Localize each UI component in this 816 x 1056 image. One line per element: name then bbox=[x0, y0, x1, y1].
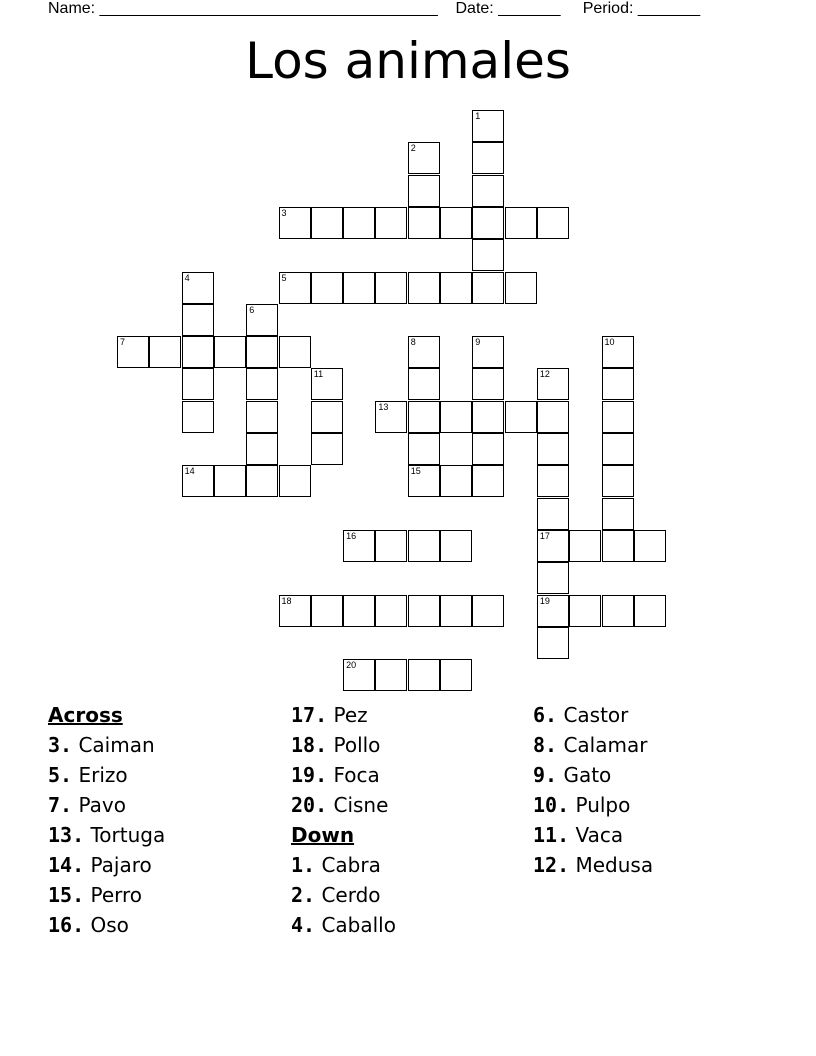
clue-column-2 bbox=[291, 700, 396, 940]
grid-cell[interactable] bbox=[214, 465, 246, 497]
grid-cell[interactable] bbox=[440, 659, 472, 691]
grid-cell[interactable] bbox=[537, 627, 569, 659]
grid-cell[interactable] bbox=[408, 433, 440, 465]
grid-cell[interactable] bbox=[182, 272, 214, 304]
grid-cell[interactable] bbox=[537, 498, 569, 530]
grid-cell[interactable] bbox=[472, 401, 504, 433]
date-field[interactable]: Date: _______ bbox=[455, 0, 561, 17]
grid-cell[interactable] bbox=[182, 401, 214, 433]
grid-cell[interactable] bbox=[537, 562, 569, 594]
grid-cell[interactable] bbox=[537, 433, 569, 465]
grid-cell[interactable] bbox=[182, 368, 214, 400]
grid-cell[interactable] bbox=[311, 207, 343, 239]
clue-down-8: 8. Calamar bbox=[533, 733, 648, 757]
grid-cell[interactable] bbox=[408, 401, 440, 433]
cell-number: 13 bbox=[378, 401, 389, 412]
grid-cell[interactable] bbox=[149, 336, 181, 368]
clue-down-2: 2. Cerdo bbox=[291, 883, 381, 907]
cell-number: 15 bbox=[410, 466, 421, 477]
grid-cell[interactable] bbox=[117, 336, 149, 368]
grid-cell[interactable] bbox=[246, 465, 278, 497]
grid-cell[interactable] bbox=[246, 433, 278, 465]
grid-cell[interactable] bbox=[311, 368, 343, 400]
cell-number: 19 bbox=[539, 595, 550, 606]
clue-down-12: 12. Medusa bbox=[533, 853, 654, 877]
grid-cell[interactable] bbox=[279, 595, 311, 627]
grid-cell[interactable] bbox=[634, 530, 666, 562]
clue-down-9: 9. Gato bbox=[533, 763, 612, 787]
grid-cell[interactable] bbox=[472, 239, 504, 271]
clue-across-3: 3. Caiman bbox=[48, 733, 155, 757]
cell-number: 10 bbox=[604, 337, 615, 348]
grid-cell[interactable] bbox=[311, 401, 343, 433]
cell-number: 14 bbox=[184, 466, 195, 477]
grid-cell[interactable] bbox=[408, 465, 440, 497]
grid-cell[interactable] bbox=[440, 595, 472, 627]
grid-cell[interactable] bbox=[408, 272, 440, 304]
down-heading: Down bbox=[291, 823, 355, 847]
grid-cell[interactable] bbox=[472, 142, 504, 174]
cell-number: 1 bbox=[475, 111, 481, 121]
grid-cell[interactable] bbox=[375, 401, 407, 433]
clue-across-18: 18. Pollo bbox=[291, 733, 381, 757]
grid-cell[interactable] bbox=[440, 465, 472, 497]
grid-cell[interactable] bbox=[343, 207, 375, 239]
page-title: Los animales bbox=[245, 32, 571, 90]
grid-cell[interactable] bbox=[214, 336, 246, 368]
cell-number: 8 bbox=[410, 337, 416, 348]
clue-across-5: 5. Erizo bbox=[48, 763, 128, 787]
grid-cell[interactable] bbox=[472, 110, 504, 142]
cell-number: 9 bbox=[475, 337, 481, 348]
grid-cell[interactable] bbox=[537, 401, 569, 433]
grid-cell[interactable] bbox=[440, 207, 472, 239]
clue-down-6: 6. Castor bbox=[533, 703, 629, 727]
grid-cell[interactable] bbox=[537, 465, 569, 497]
grid-cell[interactable] bbox=[602, 595, 634, 627]
clue-column-3 bbox=[533, 700, 653, 880]
clue-across-7: 7. Pavo bbox=[48, 793, 126, 817]
cell-number: 2 bbox=[410, 143, 416, 154]
grid-cell[interactable] bbox=[602, 401, 634, 433]
across-heading: Across bbox=[48, 703, 123, 727]
grid-cell[interactable] bbox=[375, 595, 407, 627]
grid-cell[interactable] bbox=[472, 433, 504, 465]
grid-cell[interactable] bbox=[602, 498, 634, 530]
cell-number: 20 bbox=[346, 660, 357, 671]
grid-cell[interactable] bbox=[182, 336, 214, 368]
cell-number: 17 bbox=[539, 530, 550, 541]
grid-cell[interactable] bbox=[408, 336, 440, 368]
grid-cell[interactable] bbox=[537, 530, 569, 562]
grid-cell[interactable] bbox=[408, 659, 440, 691]
clue-down-10: 10. Pulpo bbox=[533, 793, 631, 817]
clue-across-16: 16. Oso bbox=[48, 913, 129, 937]
grid-cell[interactable] bbox=[375, 207, 407, 239]
clue-across-17: 17. Pez bbox=[291, 703, 368, 727]
grid-cell[interactable] bbox=[343, 272, 375, 304]
cell-number: 6 bbox=[249, 304, 255, 315]
clue-across-13: 13. Tortuga bbox=[48, 823, 166, 847]
grid-cell[interactable] bbox=[182, 304, 214, 336]
grid-cell[interactable] bbox=[408, 142, 440, 174]
grid-cell[interactable] bbox=[408, 207, 440, 239]
grid-cell[interactable] bbox=[472, 336, 504, 368]
grid-cell[interactable] bbox=[440, 401, 472, 433]
grid-cell[interactable] bbox=[375, 659, 407, 691]
grid-cell[interactable] bbox=[375, 272, 407, 304]
grid-cell[interactable] bbox=[408, 368, 440, 400]
cell-number: 4 bbox=[184, 272, 190, 283]
grid-cell[interactable] bbox=[472, 595, 504, 627]
grid-cell[interactable] bbox=[408, 175, 440, 207]
cell-number: 11 bbox=[313, 369, 324, 380]
grid-cell[interactable] bbox=[634, 595, 666, 627]
grid-cell[interactable] bbox=[537, 368, 569, 400]
grid-cell[interactable] bbox=[375, 530, 407, 562]
grid-cell[interactable] bbox=[472, 368, 504, 400]
grid-cell[interactable] bbox=[311, 272, 343, 304]
grid-cell[interactable] bbox=[505, 272, 537, 304]
grid-cell[interactable] bbox=[279, 465, 311, 497]
grid-cell[interactable] bbox=[311, 595, 343, 627]
cell-number: 16 bbox=[346, 530, 357, 541]
clue-down-4: 4. Caballo bbox=[291, 913, 396, 937]
grid-cell[interactable] bbox=[343, 595, 375, 627]
clue-across-15: 15. Perro bbox=[48, 883, 143, 907]
cell-number: 3 bbox=[281, 207, 287, 218]
grid-cell[interactable] bbox=[537, 207, 569, 239]
grid-cell[interactable] bbox=[505, 401, 537, 433]
grid-cell[interactable] bbox=[602, 433, 634, 465]
period-field[interactable]: Period: _______ bbox=[582, 0, 701, 17]
grid-cell[interactable] bbox=[408, 530, 440, 562]
grid-cell[interactable] bbox=[246, 368, 278, 400]
cell-number: 5 bbox=[281, 272, 287, 283]
grid-cell[interactable] bbox=[279, 207, 311, 239]
grid-cell[interactable] bbox=[279, 272, 311, 304]
grid-cell[interactable] bbox=[440, 272, 472, 304]
cell-number: 7 bbox=[120, 337, 126, 348]
grid-cell[interactable] bbox=[246, 401, 278, 433]
grid-cell[interactable] bbox=[472, 175, 504, 207]
grid-cell[interactable] bbox=[569, 595, 601, 627]
grid-cell[interactable] bbox=[537, 595, 569, 627]
grid-cell[interactable] bbox=[408, 595, 440, 627]
grid-cell[interactable] bbox=[602, 530, 634, 562]
grid-cell[interactable] bbox=[440, 530, 472, 562]
name-field[interactable]: Name: ______________________________________ bbox=[48, 0, 438, 17]
grid-cell[interactable] bbox=[182, 465, 214, 497]
clue-across-19: 19. Foca bbox=[291, 763, 380, 787]
grid-cell[interactable] bbox=[343, 659, 375, 691]
grid-cell[interactable] bbox=[602, 336, 634, 368]
grid-cell[interactable] bbox=[602, 368, 634, 400]
grid-cell[interactable] bbox=[505, 207, 537, 239]
grid-cell[interactable] bbox=[279, 336, 311, 368]
cell-number: 12 bbox=[539, 369, 550, 380]
grid-cell[interactable] bbox=[343, 530, 375, 562]
grid-cell[interactable] bbox=[569, 530, 601, 562]
clue-down-11: 11. Vaca bbox=[533, 823, 624, 847]
grid-cell[interactable] bbox=[472, 207, 504, 239]
grid-cell[interactable] bbox=[246, 336, 278, 368]
clue-down-1: 1. Cabra bbox=[291, 853, 381, 877]
clue-across-20: 20. Cisne bbox=[291, 793, 389, 817]
clue-column-1 bbox=[48, 700, 165, 940]
grid-cell[interactable] bbox=[472, 465, 504, 497]
clue-across-14: 14. Pajaro bbox=[48, 853, 152, 877]
grid-cell[interactable] bbox=[246, 304, 278, 336]
cell-number: 18 bbox=[281, 595, 292, 606]
grid-cell[interactable] bbox=[472, 272, 504, 304]
grid-cell[interactable] bbox=[311, 433, 343, 465]
grid-cell[interactable] bbox=[602, 465, 634, 497]
